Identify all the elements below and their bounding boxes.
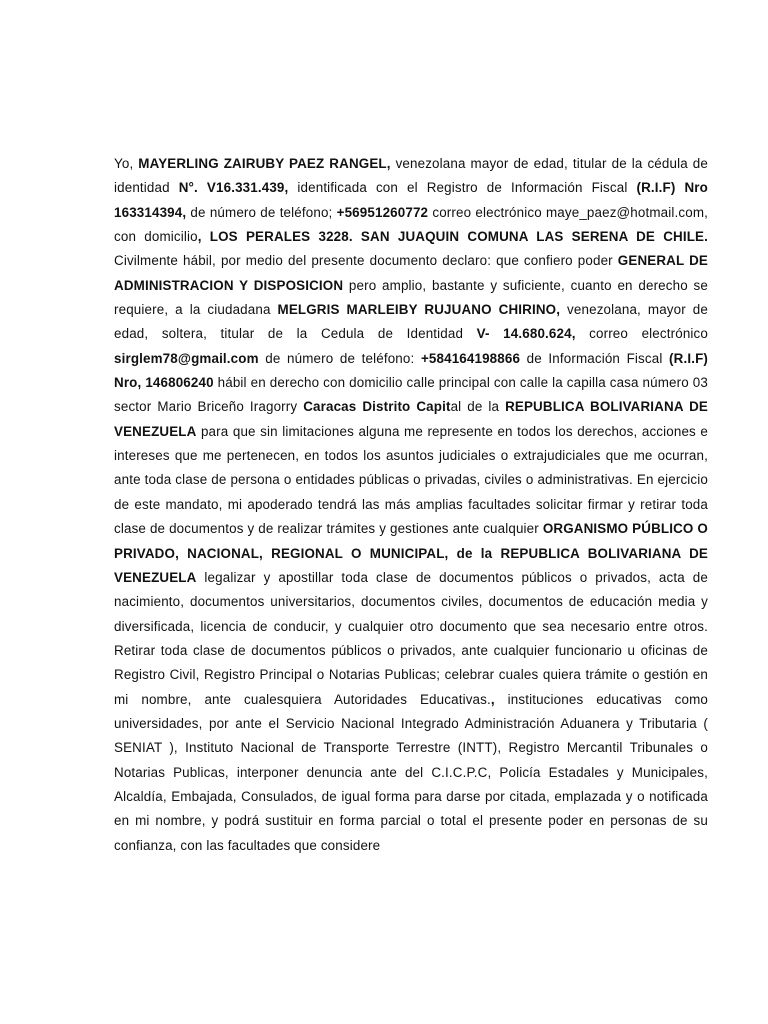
text-segment: para que sin limitaciones alguna me represente en todos los derechos, acciones e intereses que me pertenecen, en todos los asuntos judiciales o extrajudiciales que me ocurran, ante toda clase de persona o entidades públicas o privadas, civiles o administrativas. En ejercicio de este mandato, mi apoderado tendrá las más amplias facultades solicitar firmar y retirar toda clase de documentos y de realizar trámites y gestiones ante cualquier (114, 423, 708, 537)
bold-text-segment: , (490, 691, 495, 707)
bold-text-segment: +56951260772 (336, 204, 429, 220)
bold-text-segment: sirglem78@gmail.com (114, 350, 259, 366)
bold-text-segment: N°. V16.331.439, (178, 180, 289, 196)
bold-text-segment: MAYERLING ZAIRUBY PAEZ RANGEL, (138, 156, 391, 171)
text-segment: pero amplio, bastante y suficiente, cuanto en derecho se requiere, a la ciudadana (114, 277, 708, 318)
bold-text-segment: REPUBLICA BOLIVARIANA DE VENEZUELA (114, 399, 708, 439)
bold-text-segment: +584164198866 (420, 350, 521, 366)
text-segment: de número de teléfono; (186, 204, 337, 220)
bold-text-segment: MELGRIS MARLEIBY RUJUANO CHIRINO, (277, 302, 561, 318)
bold-text-segment: (R.I.F) Nro 163314394, (114, 180, 708, 220)
text-segment: Civilmente hábil, por medio del presente documento declaro: que confiero poder (114, 253, 618, 269)
text-segment: legalizar y apostillar toda clase de documentos públicos o privados, acta de nacimiento, documentos universitarios, documentos civiles, documentos de educación media y diversificada, licencia de conducir, y cualquier otro documento que sea necesario entre otros. Retirar toda clase de documentos públicos o privados, ante cualquier funcionario u oficinas de Registro Civil, Registro Principal o Notarias Publicas; celebrar cuales quiera trámite o gestión en mi nombre, ante cualesquiera Autoridades Educativas. (114, 569, 708, 707)
power-of-attorney-paragraph (114, 152, 708, 858)
text-segment: venezolana, mayor de edad, soltera, titular de la Cedula de Identidad (114, 302, 708, 342)
text-segment: al de la (450, 399, 506, 415)
text-segment: venezolana mayor de edad, titular de la cédula de identidad (114, 156, 708, 196)
text-segment: de número de teléfono: (258, 350, 421, 366)
bold-text-segment: ORGANISMO PÚBLICO O PRIVADO, NACIONAL, REGIONAL O MUNICIPAL, de la REPUBLICA BOLIVARIANA DE VENEZUELA (114, 521, 708, 585)
text-segment: de Información Fiscal (520, 350, 670, 366)
bold-text-segment: , LOS PERALES 3228. SAN JUAQUIN COMUNA LAS SERENA DE CHILE. (197, 229, 708, 245)
text-segment: correo electrónico maye_paez@hotmail.com, con domicilio (114, 204, 709, 245)
bold-text-segment: Caracas Distrito Capit (303, 399, 451, 415)
bold-text-segment: GENERAL DE ADMINISTRACION Y DISPOSICION (114, 253, 708, 293)
bold-text-segment: (R.I.F) Nro, 146806240 (114, 350, 709, 391)
text-segment: hábil en derecho con domicilio calle principal con calle la capilla casa número 03 sector Mario Briceño Iragorry (114, 375, 708, 415)
text-segment: Yo, (114, 156, 139, 171)
text-segment: correo electrónico (575, 326, 708, 342)
text-segment: instituciones educativas como universidades, por ante el Servicio Nacional Integrado Administración Aduanera y Tributaria ( SENIAT ), Instituto Nacional de Transporte Terrestre (INTT), Registro Mercantil Tribunales o Notarias Publicas, interponer denuncia ante del C.I.C.P.C, Policía Estadales y Municipales, Alcaldía, Embajada, Consulados, de igual forma para darse por citada, emplazada y o notificada en mi nombre, y podrá sustituir en forma parcial o total el presente poder en personas de su confianza, con las facultades que considere (114, 691, 708, 853)
bold-text-segment: V- 14.680.624, (476, 326, 576, 342)
text-segment: identificada con el Registro de Información Fiscal (288, 180, 637, 196)
